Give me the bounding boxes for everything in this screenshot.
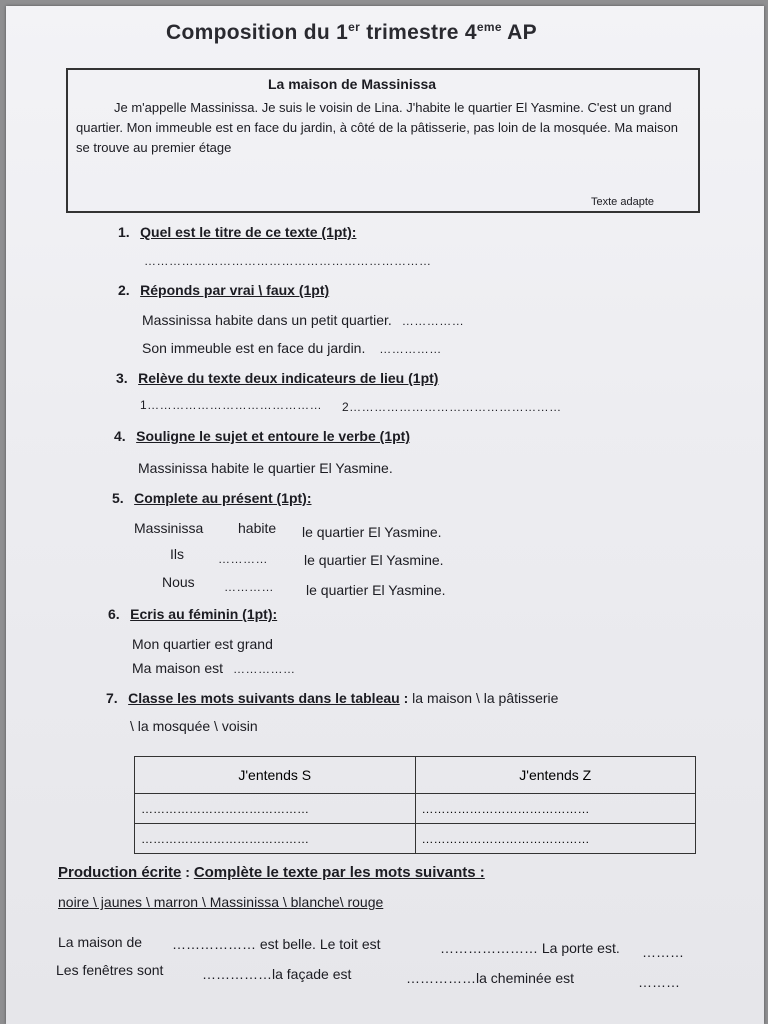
table-cell[interactable]: …………………………………… — [415, 824, 696, 854]
feminine-line-2 — [132, 660, 295, 676]
table-cell[interactable]: …………………………………… — [415, 794, 696, 824]
question-7 — [106, 690, 558, 708]
table-cell[interactable]: …………………………………… — [135, 794, 416, 824]
answer-blank[interactable]: …………… — [379, 342, 442, 356]
statement: Son immeuble est en face du jardin. — [142, 340, 366, 356]
conjugation-verb: habite — [238, 520, 277, 536]
feminine-line-1: Mon quartier est grand — [132, 636, 273, 652]
title-part: trimestre 4 — [360, 21, 477, 44]
reading-text-box — [66, 68, 700, 213]
conjugation-rest: le quartier El Yasmine. — [304, 552, 444, 568]
question-title: Complete au présent (1pt): — [134, 490, 312, 506]
question-title: Quel est le titre de ce texte (1pt): — [140, 224, 357, 240]
question-5 — [112, 490, 312, 508]
question-number: 5. — [112, 490, 124, 506]
column-header-z: J'entends Z — [415, 757, 696, 794]
answer-blank[interactable]: …………………………………………………………… — [144, 254, 432, 268]
sentence[interactable]: Massinissa habite le quartier El Yasmine. — [138, 460, 393, 476]
answer-blank[interactable]: …………… — [232, 662, 296, 676]
question-number: 1. — [118, 224, 130, 240]
production-text-start: La maison de — [58, 934, 143, 950]
text-title: La maison de Massinissa — [268, 76, 437, 92]
title-superscript: er — [348, 20, 361, 34]
question-number: 4. — [114, 428, 126, 444]
question-1 — [118, 224, 356, 242]
conjugation-rest: le quartier El Yasmine. — [306, 582, 446, 598]
section-subtitle: Complète le texte par les mots suivants : — [193, 864, 485, 881]
production-heading — [58, 864, 485, 882]
text-body: Je m'appelle Massinissa. Je suis le voisin de Lina. J'habite le quartier El Yasmine. C'est un grand quartier. Mon immeuble est en face du jardin, à côté de la pâtisserie, pas loin de la mosquée. Ma maison se trouve au premier étage — [76, 100, 678, 155]
word-bank: noire \ jaunes \ marron \ Massinissa \ blanche\ rouge — [58, 894, 384, 910]
title-part: AP — [501, 21, 537, 44]
word-list: la maison \ la pâtisserie — [412, 690, 559, 706]
conjugation-subject: Massinissa — [134, 520, 204, 536]
question-colon: : — [399, 690, 413, 706]
question-title: Classe les mots suivants dans le tableau — [128, 690, 400, 706]
production-text[interactable]: ………………… La porte est. — [440, 940, 620, 956]
question-title: Souligne le sujet et entoure le verbe (1pt) — [136, 428, 410, 444]
question-6 — [108, 606, 277, 624]
answer-blank-1[interactable]: 1…………………………………… — [140, 398, 323, 412]
question-title: Ecris au féminin (1pt): — [130, 606, 278, 622]
answer-blank[interactable]: ……… — [638, 974, 680, 990]
question-number: 7. — [106, 690, 118, 706]
conjugation-rest: le quartier El Yasmine. — [302, 524, 442, 540]
conjugation-subject: Nous — [162, 574, 195, 590]
conjugation-blank[interactable]: ………… — [218, 552, 268, 566]
table-cell[interactable]: …………………………………… — [135, 824, 416, 854]
question-3 — [116, 370, 438, 388]
conjugation-blank[interactable]: ………… — [224, 580, 274, 594]
production-text-start: Les fenêtres sont — [56, 962, 164, 978]
production-text[interactable]: ……………la cheminée est — [406, 970, 575, 986]
classification-table — [134, 756, 696, 854]
section-title: Production écrite — [58, 864, 182, 881]
question-number: 6. — [108, 606, 120, 622]
true-false-item — [142, 340, 442, 356]
answer-blank[interactable]: …………… — [401, 314, 465, 328]
production-text[interactable]: ……………… est belle. Le toit est — [172, 936, 381, 952]
exam-sheet — [6, 6, 764, 1024]
production-text[interactable]: ……………la façade est — [202, 966, 352, 982]
conjugation-subject: Ils — [170, 546, 184, 562]
page-title — [166, 20, 537, 45]
answer-blank[interactable]: ……… — [642, 944, 684, 960]
question-4 — [114, 428, 410, 446]
column-header-s: J'entends S — [135, 757, 416, 794]
text-source: Texte adapte — [591, 196, 654, 208]
word-list-continued: \ la mosquée \ voisin — [130, 718, 258, 734]
question-title: Réponds par vrai \ faux (1pt) — [140, 282, 330, 298]
question-number: 3. — [116, 370, 128, 386]
statement: Massinissa habite dans un petit quartier. — [142, 312, 392, 328]
feminine-label: Ma maison est — [132, 660, 224, 676]
title-part: Composition du 1 — [166, 21, 349, 44]
title-superscript: eme — [476, 20, 502, 34]
question-2 — [118, 282, 329, 300]
answer-blank-2[interactable]: 2…………………………………………… — [342, 400, 562, 414]
section-colon: : — [181, 864, 194, 880]
question-title: Relève du texte deux indicateurs de lieu (1pt) — [138, 370, 439, 386]
question-number: 2. — [118, 282, 130, 298]
true-false-item — [142, 312, 464, 328]
